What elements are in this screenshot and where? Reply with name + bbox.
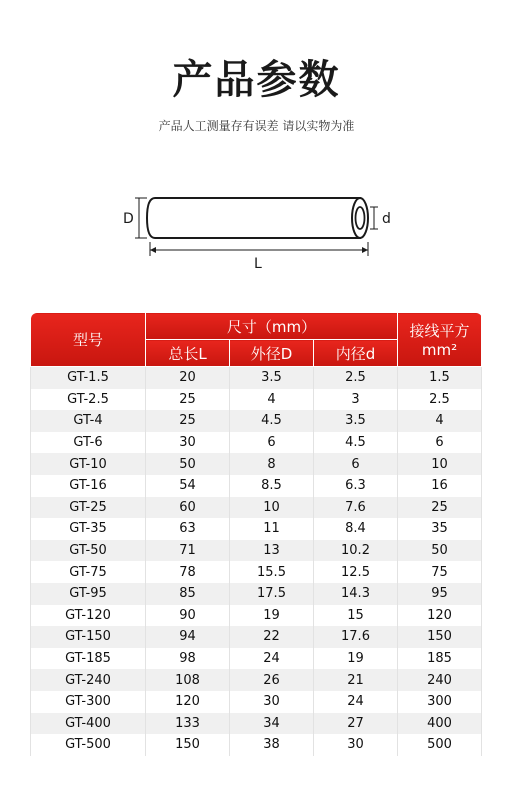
cell-wire-area: 2.5: [398, 389, 482, 411]
cell-outer-diameter: 19: [230, 605, 314, 627]
measurement-note: 产品人工测量存有误差 请以实物为准: [158, 119, 355, 133]
cell-length: 25: [146, 389, 230, 411]
cell-model: GT-75: [31, 561, 146, 583]
cell-length: 133: [146, 713, 230, 735]
cell-length: 85: [146, 583, 230, 605]
cell-model: GT-6: [31, 432, 146, 454]
cell-wire-area: 120: [398, 605, 482, 627]
cell-length: 78: [146, 561, 230, 583]
header-length: 总长L: [146, 340, 230, 367]
table-row: [31, 497, 482, 519]
table-row: [31, 540, 482, 562]
table-row: [31, 453, 482, 475]
cell-wire-area: 35: [398, 518, 482, 540]
cell-inner-diameter: 4.5: [314, 432, 398, 454]
cell-wire-area: 10: [398, 453, 482, 475]
cell-inner-diameter: 6.3: [314, 475, 398, 497]
cell-model: GT-400: [31, 713, 146, 735]
cell-inner-diameter: 8.4: [314, 518, 398, 540]
cell-outer-diameter: 3.5: [230, 367, 314, 389]
cell-inner-diameter: 21: [314, 669, 398, 691]
header-inner-diameter: 内径d: [314, 340, 398, 367]
cell-wire-area: 50: [398, 540, 482, 562]
header-size: 尺寸（mm）: [146, 313, 398, 340]
cell-wire-area: 95: [398, 583, 482, 605]
cell-length: 108: [146, 669, 230, 691]
cell-wire-area: 4: [398, 410, 482, 432]
cell-model: GT-120: [31, 605, 146, 627]
header-outer-diameter: 外径D: [230, 340, 314, 367]
cell-length: 71: [146, 540, 230, 562]
cell-model: GT-300: [31, 691, 146, 713]
cell-wire-area: 150: [398, 626, 482, 648]
header-wire-area-line1: 接线平方: [409, 322, 470, 340]
cell-wire-area: 1.5: [398, 367, 482, 389]
spec-table-wrapper: [30, 312, 481, 756]
table-row: [31, 605, 482, 627]
table-row: [31, 734, 482, 756]
cell-outer-diameter: 4: [230, 389, 314, 411]
table-row: [31, 561, 482, 583]
table-row: [31, 669, 482, 691]
cell-inner-diameter: 24: [314, 691, 398, 713]
cell-inner-diameter: 6: [314, 453, 398, 475]
cell-inner-diameter: 3: [314, 389, 398, 411]
cell-length: 50: [146, 453, 230, 475]
cell-outer-diameter: 4.5: [230, 410, 314, 432]
cell-outer-diameter: 6: [230, 432, 314, 454]
cell-length: 25: [146, 410, 230, 432]
cell-wire-area: 25: [398, 497, 482, 519]
header-wire-area: [398, 313, 482, 367]
cell-length: 120: [146, 691, 230, 713]
cell-model: GT-95: [31, 583, 146, 605]
tube-dimension-diagram: [110, 180, 410, 270]
table-row: [31, 648, 482, 670]
cell-wire-area: 500: [398, 734, 482, 756]
cell-wire-area: 185: [398, 648, 482, 670]
cell-length: 150: [146, 734, 230, 756]
header-model: 型号: [31, 313, 146, 367]
cell-outer-diameter: 22: [230, 626, 314, 648]
cell-length: 98: [146, 648, 230, 670]
label-outer-diameter: D: [123, 211, 134, 227]
table-row: [31, 475, 482, 497]
cell-inner-diameter: 15: [314, 605, 398, 627]
cell-wire-area: 6: [398, 432, 482, 454]
cell-model: GT-2.5: [31, 389, 146, 411]
cell-inner-diameter: 30: [314, 734, 398, 756]
cell-model: GT-4: [31, 410, 146, 432]
cell-length: 63: [146, 518, 230, 540]
cell-model: GT-35: [31, 518, 146, 540]
table-row: [31, 583, 482, 605]
cell-outer-diameter: 10: [230, 497, 314, 519]
cell-model: GT-50: [31, 540, 146, 562]
table-row: [31, 432, 482, 454]
cell-length: 60: [146, 497, 230, 519]
table-row: [31, 389, 482, 411]
cell-inner-diameter: 7.6: [314, 497, 398, 519]
cell-inner-diameter: 19: [314, 648, 398, 670]
header-wire-area-unit: mm²: [421, 341, 458, 359]
cell-outer-diameter: 24: [230, 648, 314, 670]
label-length: L: [254, 256, 262, 270]
cell-outer-diameter: 8.5: [230, 475, 314, 497]
cell-length: 20: [146, 367, 230, 389]
cell-outer-diameter: 34: [230, 713, 314, 735]
cell-outer-diameter: 8: [230, 453, 314, 475]
cell-wire-area: 400: [398, 713, 482, 735]
spec-table-body: [31, 367, 482, 756]
table-row: [31, 367, 482, 389]
cell-model: GT-1.5: [31, 367, 146, 389]
cell-inner-diameter: 17.6: [314, 626, 398, 648]
cell-wire-area: 75: [398, 561, 482, 583]
cell-model: GT-150: [31, 626, 146, 648]
cell-inner-diameter: 3.5: [314, 410, 398, 432]
cell-model: GT-240: [31, 669, 146, 691]
cell-wire-area: 240: [398, 669, 482, 691]
table-row: [31, 713, 482, 735]
cell-length: 94: [146, 626, 230, 648]
spec-table: [30, 312, 482, 756]
cell-model: GT-25: [31, 497, 146, 519]
label-inner-diameter: d: [382, 211, 391, 227]
cell-outer-diameter: 11: [230, 518, 314, 540]
table-row: [31, 410, 482, 432]
cell-inner-diameter: 14.3: [314, 583, 398, 605]
cell-inner-diameter: 2.5: [314, 367, 398, 389]
cell-length: 54: [146, 475, 230, 497]
table-row: [31, 626, 482, 648]
cell-outer-diameter: 15.5: [230, 561, 314, 583]
cell-inner-diameter: 12.5: [314, 561, 398, 583]
table-row: [31, 691, 482, 713]
cell-model: GT-500: [31, 734, 146, 756]
cell-length: 90: [146, 605, 230, 627]
cell-wire-area: 300: [398, 691, 482, 713]
cell-outer-diameter: 26: [230, 669, 314, 691]
cell-outer-diameter: 13: [230, 540, 314, 562]
cell-model: GT-10: [31, 453, 146, 475]
cell-outer-diameter: 38: [230, 734, 314, 756]
cell-length: 30: [146, 432, 230, 454]
cell-outer-diameter: 17.5: [230, 583, 314, 605]
cell-model: GT-16: [31, 475, 146, 497]
table-row: [31, 518, 482, 540]
cell-wire-area: 16: [398, 475, 482, 497]
cell-inner-diameter: 10.2: [314, 540, 398, 562]
cell-outer-diameter: 30: [230, 691, 314, 713]
cell-model: GT-185: [31, 648, 146, 670]
cell-inner-diameter: 27: [314, 713, 398, 735]
page-title: 产品参数: [172, 57, 341, 103]
